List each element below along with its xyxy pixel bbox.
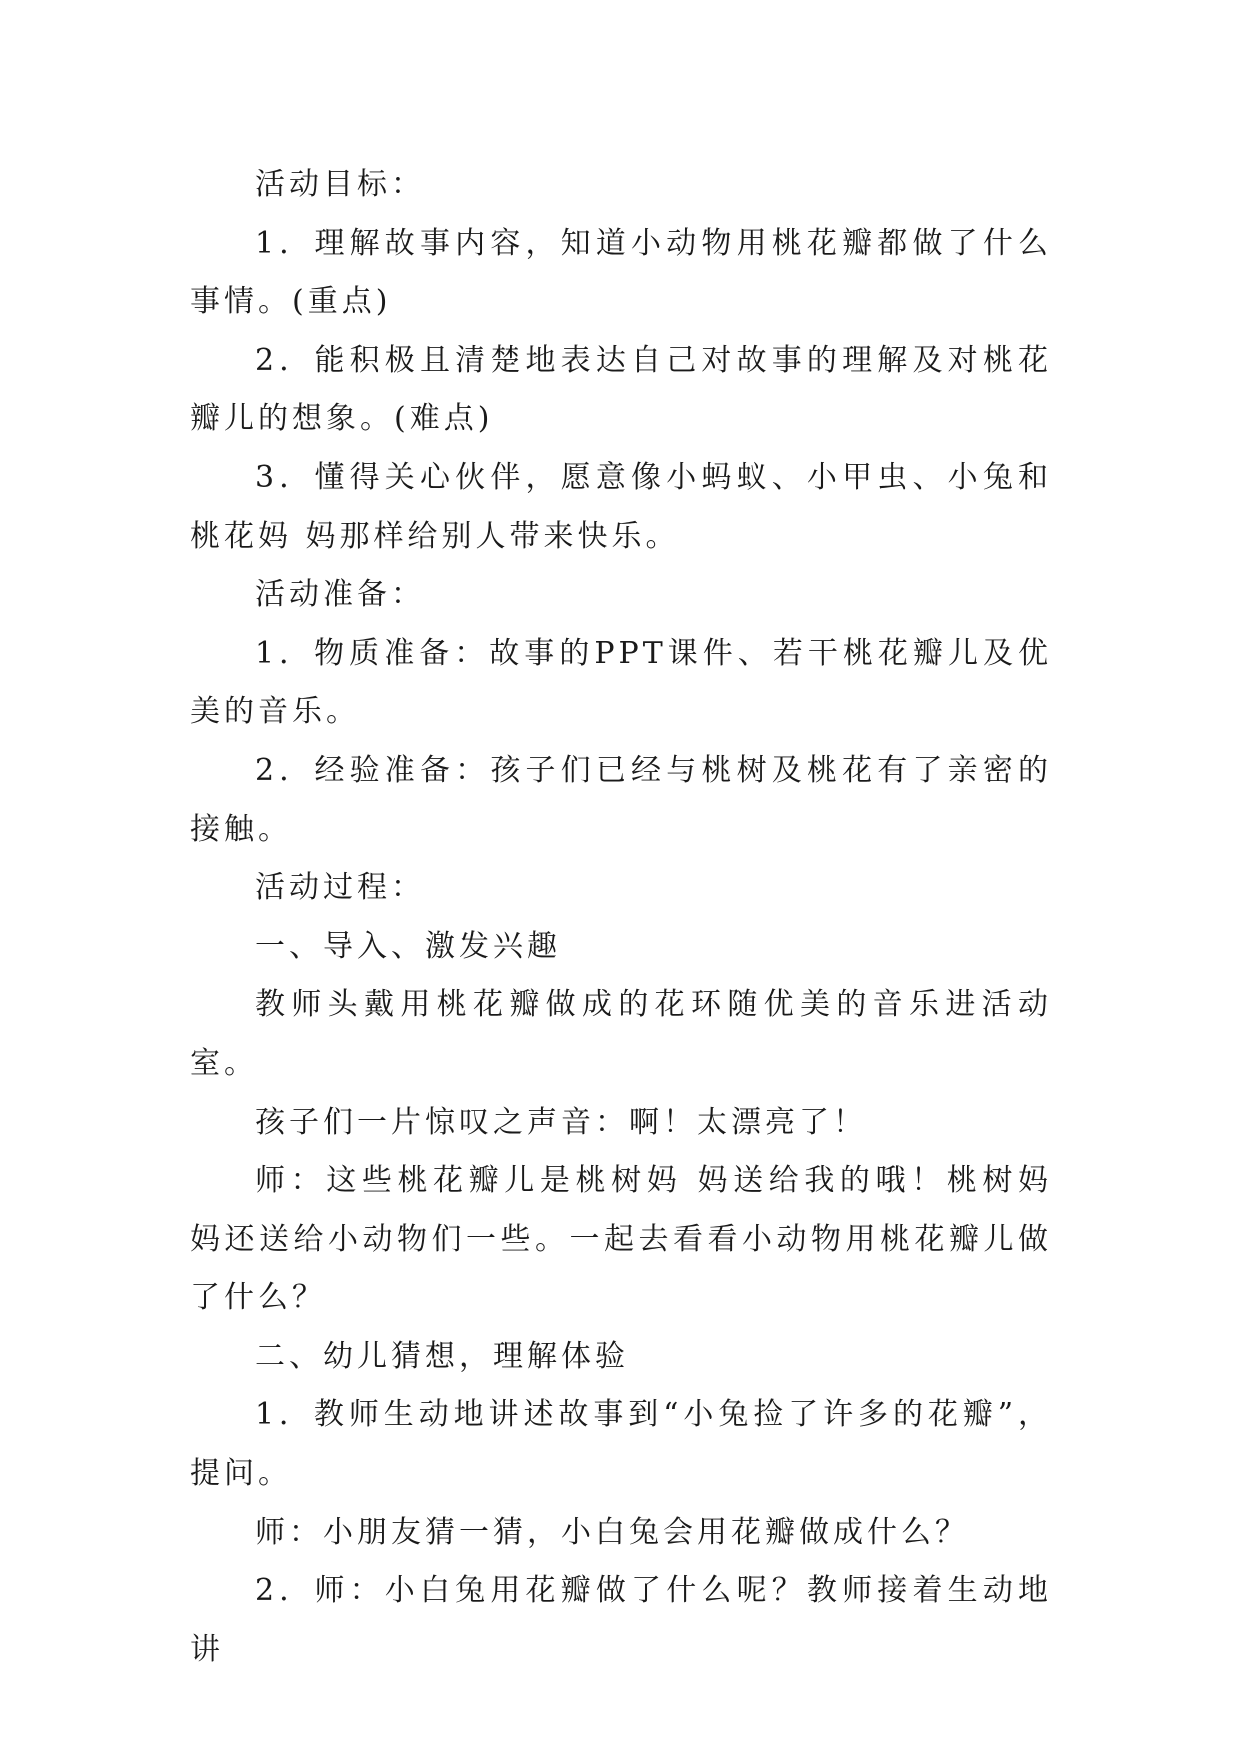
process-section-2-title: 二、幼儿猜想，理解体验 bbox=[255, 1338, 629, 1374]
process-paragraph: 师：小朋友猜一猜，小白兔会用花瓣做成什么？ bbox=[255, 1514, 969, 1550]
process-step-1: 1．教师生动地讲述故事到“小兔捡了许多的花瓣”，提问。 bbox=[190, 1397, 1052, 1492]
preparation-item-2: 2．经验准备：孩子们已经与桃树及桃花有了亲密的接触。 bbox=[190, 752, 1052, 847]
process-paragraph: 教师头戴用桃花瓣做成的花环随优美的音乐进活动室。 bbox=[190, 987, 1052, 1081]
document-body bbox=[190, 156, 1052, 1679]
heading-activity-process: 活动过程： bbox=[255, 870, 425, 906]
preparation-item-1: 1．物质准备：故事的PPT课件、若干桃花瓣儿及优美的音乐。 bbox=[190, 635, 1052, 730]
process-step-2: 2．师：小白兔用花瓣做了什么呢？教师接着生动地讲 bbox=[190, 1573, 1052, 1667]
process-paragraph: 师：这些桃花瓣儿是桃树妈 妈送给我的哦！桃树妈 妈还送给小动物们一些。一起去看看小动物用桃花瓣儿做了什么？ bbox=[190, 1163, 1052, 1316]
heading-activity-goals: 活动目标： bbox=[255, 167, 425, 202]
heading-activity-preparation: 活动准备： bbox=[255, 577, 425, 613]
goal-item-2: 2．能积极且清楚地表达自己对故事的理解及对桃花瓣儿的想象。(难点) bbox=[190, 342, 1052, 437]
goal-item-3: 3．懂得关心伙伴，愿意像小蚂蚁、小甲虫、小兔和桃花妈 妈那样给别人带来快乐。 bbox=[190, 459, 1052, 554]
process-section-1-title: 一、导入、激发兴趣 bbox=[255, 928, 561, 964]
goal-item-1: 1．理解故事内容，知道小动物用桃花瓣都做了什么事情。(重点) bbox=[190, 225, 1052, 320]
process-paragraph: 孩子们一片惊叹之声音：啊！太漂亮了！ bbox=[255, 1104, 867, 1140]
